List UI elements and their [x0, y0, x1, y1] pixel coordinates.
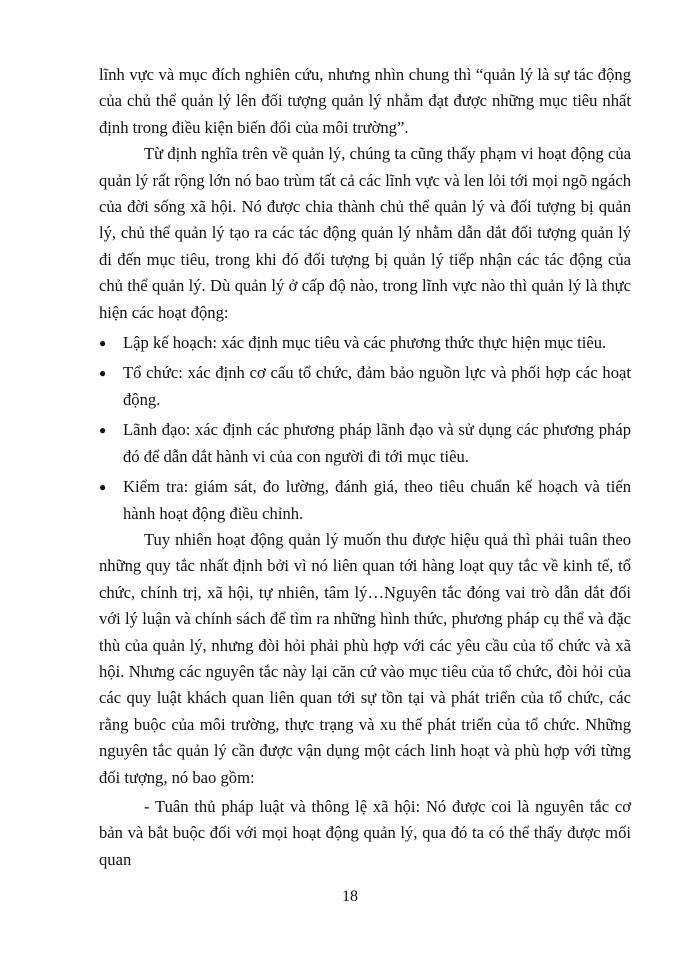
paragraph-continuation: lĩnh vực và mục đích nghiên cứu, nhưng nhìn chung thì “quản lý là sự tác động của chủ thể quản lý lên đối tượng quản lý nhằm đạt được những mục tiêu nhất định trong điều kiện biến đổi của môi trường”. [99, 65, 631, 137]
list-item [99, 417, 631, 470]
page-number: 18 [342, 888, 358, 905]
management-activities-list [99, 330, 631, 527]
list-item [99, 330, 631, 356]
bullet-icon: ● [99, 480, 107, 495]
paragraph-definition-scope: Từ định nghĩa trên về quản lý, chúng ta cũng thấy phạm vi hoạt động của quản lý rất rộng lớn nó bao trùm tất cả các lĩnh vực và len lỏi tới mọi ngõ ngách của đời sống xã hội. Nó được chia thành chủ thể quản lý và đối tượng bị quản lý, chủ thể quản lý tạo ra các tác động quản lý nhằm dẫn dắt đối tượng quản lý đi đến mục tiêu, trong khi đó đối tượng bị quản lý tiếp nhận các tác động của chủ thể quản lý. Dù quản lý ở cấp độ nào, trong lĩnh vực nào thì quản lý là thực hiện các hoạt động: [99, 144, 631, 322]
list-item [99, 360, 631, 413]
document-body [99, 62, 631, 873]
bullet-icon: ● [99, 366, 107, 381]
bullet-icon: ● [99, 423, 107, 438]
bullet-icon: ● [99, 336, 107, 351]
paragraph-principles: Tuy nhiên hoạt động quản lý muốn thu được hiệu quả thì phải tuân theo những quy tắc nhất định bởi vì nó liên quan tới hàng loạt quy tắc về kinh tế, tổ chức, chính trị, xã hội, tự nhiên, tâm lý…Nguyên tắc đóng vai trò dẫn dắt đối với lý luận và chính sách để tìm ra những hình thức, phương pháp cụ thể và đặc thù của quản lý, nhưng đòi hỏi phải phù hợp với các yêu cầu của tổ chức và xã hội. Nhưng các nguyên tắc này lại căn cứ vào mục tiêu của tổ chức, đòi hỏi của các quy luật khách quan liên quan tới sự tồn tại và phát triển của tổ chức, các rằng buộc của môi trường, thực trạng và xu thế phát triển của tổ chức. Những nguyên tắc quản lý cần được vận dụng một cách linh hoạt và phù hợp với từng đối tượng, nó bao gồm: [99, 529, 631, 787]
list-item-text: Lãnh đạo: xác định các phương pháp lãnh đạo và sử dụng các phương pháp đó để dẫn dắt hành vi của con người đi tới mục tiêu. [123, 420, 631, 466]
list-item-text: Tổ chức: xác định cơ cấu tổ chức, đảm bảo nguồn lực và phối hợp các hoạt động. [123, 363, 631, 409]
paragraph-law-compliance: - Tuân thủ pháp luật và thông lệ xã hội: Nó được coi là nguyên tắc cơ bản và bắt buộc đối với mọi hoạt động quản lý, qua đó ta có thể thấy được mối quan [99, 796, 631, 869]
list-item-text: Lập kế hoạch: xác định mục tiêu và các phương thức thực hiện mục tiêu. [123, 333, 607, 353]
list-item-text: Kiểm tra: giám sát, đo lường, đánh giá, theo tiêu chuẩn kế hoạch và tiến hành hoạt động điều chỉnh. [123, 477, 631, 523]
list-item [99, 474, 631, 527]
